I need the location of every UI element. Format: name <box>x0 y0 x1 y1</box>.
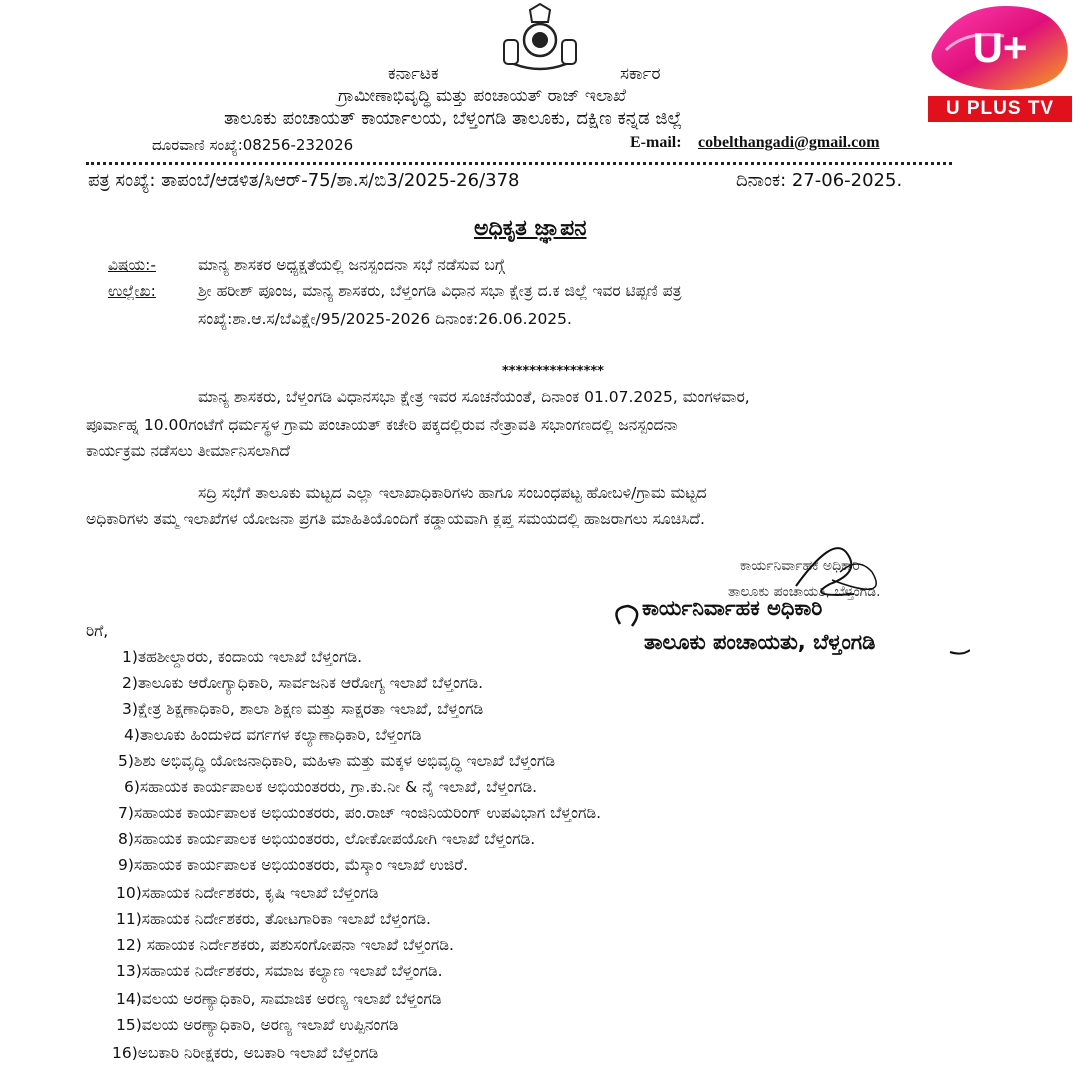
header-phone: ದೂರವಾಣಿ ಸಂಖ್ಯೆ:08256-232026 <box>152 136 354 154</box>
signature-stamp-title: ಕಾರ್ಯನಿರ್ವಾಹಕ ಅಧಿಕಾರಿ <box>642 596 823 620</box>
list-item: 14)ವಲಯ ಅರಣ್ಯಾಧಿಕಾರಿ, ಸಾಮಾಜಿಕ ಅರಣ್ಯ ಇಲಾಖೆ ಬೆಳ್ತಂಗಡಿ <box>116 990 442 1008</box>
list-item: 12) ಸಹಾಯಕ ನಿರ್ದೇಶಕರು, ಪಶುಸಂಗೋಪನಾ ಇಲಾಖೆ ಬೆಳ್ತಂಗಡಿ. <box>116 936 454 954</box>
list-item: 8)ಸಹಾಯಕ ಕಾರ್ಯಪಾಲಕ ಅಭಿಯಂತರರು, ಲೋಕೋಪಯೋಗಿ ಇಲಾಖೆ ಬೆಳ್ತಂಗಡಿ. <box>118 830 536 848</box>
list-item: 16)ಅಬಕಾರಿ ನಿರೀಕ್ಷಕರು, ಅಬಕಾರಿ ಇಲಾಖೆ ಬೆಳ್ತಂಗಡಿ <box>112 1044 379 1062</box>
subject-label: ವಿಷಯ:- <box>108 256 156 274</box>
para2-line1: ಸದ್ರಿ ಸಭೆಗೆ ತಾಲೂಕು ಮಟ್ಟದ ಎಲ್ಲಾ ಇಲಾಖಾಧಿಕಾರಿಗಳು ಹಾಗೂ ಸಂಬಂಧಪಟ್ಟ ಹೋಬಳಿ/ಗ್ರಾಮ ಮಟ್ಟದ <box>198 484 707 502</box>
page-title: ಅಧಿಕೃತ ಜ್ಞಾಪನ <box>474 216 587 241</box>
letter-date: ದಿನಾಂಕ: 27-06-2025. <box>736 170 903 191</box>
para1-line1: ಮಾನ್ಯ ಶಾಸಕರು, ಬೆಳ್ತಂಗಡಿ ವಿಧಾನಸಭಾ ಕ್ಷೇತ್ರ ಇವರ ಸೂಚನೆಯಂತೆ, ದಿನಾಂಕ 01.07.2025, ಮಂಗಳವಾರ, <box>198 388 750 406</box>
list-item: 7)ಸಹಾಯಕ ಕಾರ್ಯಪಾಲಕ ಅಭಿಯಂತರರು, ಪಂ.ರಾಜ್ ಇಂಜಿನಿಯರಿಂಗ್ ಉಪವಿಭಾಗ ಬೆಳ್ತಂಗಡಿ. <box>118 804 602 822</box>
para1-line3: ಕಾರ್ಯಕ್ರಮ ನಡೆಸಲು ತೀರ್ಮಾನಿಸಲಾಗಿದೆ <box>86 442 291 460</box>
header-divider <box>86 162 952 165</box>
signature-typed-title: ಕಾರ್ಯನಿರ್ವಾಹಕ ಅಧಿಕಾರಿ <box>740 558 860 574</box>
to-label: ರಿಗೆ, <box>86 622 109 640</box>
list-item: 10)ಸಹಾಯಕ ನಿರ್ದೇಶಕರು, ಕೃಷಿ ಇಲಾಖೆ ಬೆಳ್ತಂಗಡಿ <box>116 884 379 902</box>
signature-stamp-office: ತಾಲೂಕು ಪಂಚಾಯತು, ಬೆಳ್ತಂಗಡಿ <box>644 630 876 654</box>
header-government: ಸರ್ಕಾರ <box>620 64 661 84</box>
list-item: 15)ವಲಯ ಅರಣ್ಯಾಧಿಕಾರಿ, ಅರಣ್ಯ ಇಲಾಖೆ ಉಪ್ಪಿನಂಗಡಿ <box>116 1016 399 1034</box>
list-item: 13)ಸಹಾಯಕ ನಿರ್ದೇಶಕರು, ಸಮಾಜ ಕಲ್ಯಾಣ ಇಲಾಖೆ ಬೆಳ್ತಂಗಡಿ. <box>116 962 443 980</box>
logo-brand: U+ <box>972 24 1028 71</box>
header-office: ತಾಲೂಕು ಪಂಚಾಯತ್ ಕಾರ್ಯಾಲಯ, ಬೆಳ್ತಂಗಡಿ ತಾಲೂಕು, ದಕ್ಷಿಣ ಕನ್ನಡ ಜಿಲ್ಲೆ <box>224 108 682 129</box>
separator: *************** <box>502 364 604 379</box>
signature-typed-office: ತಾಲೂಕು ಪಂಚಾಯತಿ, ಬೆಳ್ತಂಗಡಿ. <box>728 584 881 600</box>
header-state: ಕರ್ನಾಟಕ <box>388 64 439 84</box>
list-item: 5)ಶಿಶು ಅಭಿವೃದ್ಧಿ ಯೋಜನಾಧಿಕಾರಿ, ಮಹಿಳಾ ಮತ್ತು ಮಕ್ಕಳ ಅಭಿವೃದ್ಧಿ ಇಲಾಖೆ ಬೆಳ್ತಂಗಡಿ <box>118 752 555 770</box>
reference-label: ಉಲ್ಲೇಖ: <box>108 282 156 300</box>
list-item: 3)ಕ್ಷೇತ್ರ ಶಿಕ್ಷಣಾಧಿಕಾರಿ, ಶಾಲಾ ಶಿಕ್ಷಣ ಮತ್ತು ಸಾಕ್ಷರತಾ ಇಲಾಖೆ, ಬೆಳ್ತಂಗಡಿ <box>122 700 484 718</box>
header-department: ಗ್ರಾಮೀಣಾಭಿವೃದ್ಧಿ ಮತ್ತು ಪಂಚಾಯತ್ ರಾಜ್ ಇಲಾಖೆ <box>338 86 627 106</box>
header-email-link[interactable]: cobelthangadi@gmail.com <box>698 134 880 151</box>
list-item: 9)ಸಹಾಯಕ ಕಾರ್ಯಪಾಲಕ ಅಭಿಯಂತರರು, ಮೆಸ್ಕಾಂ ಇಲಾಖೆ ಉಜಿರೆ. <box>118 856 469 874</box>
list-item: 2)ತಾಲೂಕು ಆರೋಗ್ಯಾಧಿಕಾರಿ, ಸಾರ್ವಜನಿಕ ಆರೋಗ್ಯ ಇಲಾಖೆ ಬೆಳ್ತಂಗಡಿ. <box>122 674 484 692</box>
para1-line2: ಪೂರ್ವಾಹ್ನ 10.00ಗಂಟೆಗೆ ಧರ್ಮಸ್ಥಳ ಗ್ರಾಮ ಪಂಚಾಯತ್ ಕಚೇರಿ ಪಕ್ಕದಲ್ಲಿರುವ ನೇತ್ರಾವತಿ ಸಭಾಂಗಣದಲ್ಲಿ ಜನಸ್ಪಂದನಾ <box>86 416 678 434</box>
logo-name: U PLUS TV <box>928 96 1072 122</box>
letter-number: ಪತ್ರ ಸಂಖ್ಯೆ: ತಾಪಂಬೆ/ಆಡಳಿತ/ಸಿಆರ್-75/ಶಾ.ಸ/ಬಿ3/2025-26/378 <box>88 170 520 191</box>
reference-line-2: ಸಂಖ್ಯೆ:ಶಾ.ಆ.ಸ/ಬೆವಿಕ್ಷೇ/95/2025-2026 ದಿನಾಂಕ:26.06.2025. <box>198 310 572 328</box>
reference-line-1: ಶ್ರೀ ಹರೀಶ್ ಪೂಂಜ, ಮಾನ್ಯ ಶಾಸಕರು, ಬೆಳ್ತಂಗಡಿ ವಿಧಾನ ಸಭಾ ಕ್ಷೇತ್ರ ದ.ಕ ಜಿಲ್ಲೆ ಇವರ ಟಿಪ್ಪಣಿ ಪತ್ರ <box>198 282 682 300</box>
state-emblem-icon <box>500 2 580 72</box>
subject-text: ಮಾನ್ಯ ಶಾಸಕರ ಅಧ್ಯಕ್ಷತೆಯಲ್ಲಿ ಜನಸ್ಪಂದನಾ ಸಭೆ ನಡೆಸುವ ಬಗ್ಗೆ <box>198 256 505 274</box>
para2-line2: ಅಧಿಕಾರಿಗಳು ತಮ್ಮ ಇಲಾಖೆಗಳ ಯೋಜನಾ ಪ್ರಗತಿ ಮಾಹಿತಿಯೊಂದಿಗೆ ಕಡ್ಡಾಯವಾಗಿ ಕ್ಲಪ್ತ ಸಮಯದಲ್ಲಿ ಹಾಜರಾಗಲು ಸೂಚಿಸಿದೆ. <box>86 510 705 528</box>
list-item: 11)ಸಹಾಯಕ ನಿರ್ದೇಶಕರು, ತೋಟಗಾರಿಕಾ ಇಲಾಖೆ ಬೆಳ್ತಂಗಡಿ. <box>116 910 431 928</box>
list-item: 6)ಸಹಾಯಕ ಕಾರ್ಯಪಾಲಕ ಅಭಿಯಂತರರು, ಗ್ರಾ.ಕು.ನೀ & ನೈ ಇಲಾಖೆ, ಬೆಳ್ತಂಗಡಿ. <box>124 778 538 796</box>
list-item: 4)ತಾಲೂಕು ಹಿಂದುಳಿದ ವರ್ಗಗಳ ಕಲ್ಯಾಣಾಧಿಕಾರಿ, ಬೆಳ್ತಂಗಡಿ <box>124 726 422 744</box>
header-email-label: E-mail: <box>630 134 682 151</box>
u-plus-logo-icon <box>926 0 1076 96</box>
list-item: 1)ತಹಶೀಲ್ದಾರರು, ಕಂದಾಯ ಇಲಾಖೆ ಬೆಳ್ತಂಗಡಿ. <box>122 648 363 666</box>
